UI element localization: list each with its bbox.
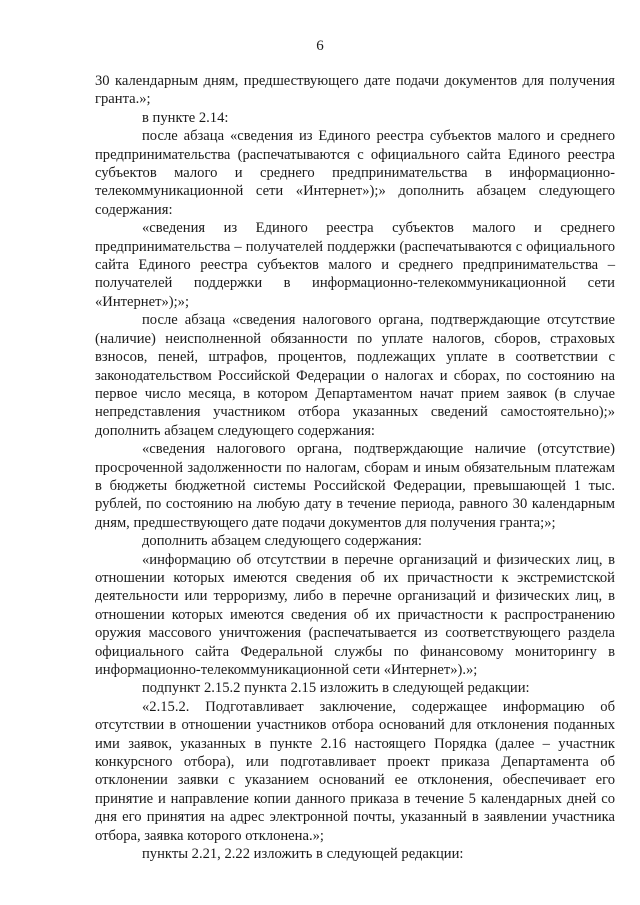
paragraph-2-15-2-text: «2.15.2. Подготавливает заключение, содержащее информацию об отсутствии в отношении участников отбора оснований для отклонения поданных ими заявок, указанных в пункте 2.16 настоящего Порядка (далее – участник конкурсного отбора), или подготавливает проект приказа Департамента об отклонении заявки с указанием оснований ее отклонения, обеспечивает его принятие и направление копии данного приказа в течение 5 календарных дней со дня его принятия на адрес электронной почты, указанный в заявлении участника отбора, заявка которого отклонена.»;	[95, 698, 615, 844]
paragraph-items-2-21-2-22: пункты 2.21, 2.22 изложить в следующей редакции:	[142, 846, 464, 863]
paragraph-continuation: 30 календарным дням, предшествующего дате подачи документов для получения гранта.»;	[95, 73, 615, 108]
paragraph-add-clause: дополнить абзацем следующего содержания:	[142, 533, 422, 550]
paragraph-tax-debt: «сведения налогового органа, подтверждающие наличие (отсутствие) просроченной задолженности по налогам, сборам и иным обязательным платежам в бюджеты бюджетной системы Российской Федерации, превышающей 1 тыс. рублей, по состоянию на любую дату в течение периода, равного 30 календарным дням, предшествующего дате подачи документов для получения гранта;»;	[95, 441, 615, 531]
paragraph-registry-support: «сведения из Единого реестра субъектов малого и среднего предпринимательства – получателей поддержки (распечатываются с официального сайта Единого реестра субъектов малого и среднего предпринимательства – получателей поддержки в информационно-телекоммуникационной сети «Интернет»);»;	[95, 220, 615, 310]
paragraph-after-tax-info: после абзаца «сведения налогового органа, подтверждающие отсутствие (наличие) неисполненной обязанности по уплате налогов, сборов, страховых взносов, пеней, штрафов, процентов, подлежащих уплате в соответствии с законодательством Российской Федерации о налогах и сборах, по состоянию на первое число месяца, в котором Департаментом начат прием заявок (в случае непредставления участником отбора указанных сведений самостоятельно);» дополнить абзацем следующего содержания:	[95, 312, 615, 439]
paragraph-after-registry: после абзаца «сведения из Единого реестра субъектов малого и среднего предпринимательства (распечатываются с официального сайта Единого реестра субъектов малого и среднего предпринимательства в информационно-телекоммуникационной сети «Интернет»);» дополнить абзацем следующего содержания:	[95, 128, 615, 218]
page-number: 6	[316, 38, 324, 54]
paragraph-subitem-2-15-2: подпункт 2.15.2 пункта 2.15 изложить в следующей редакции:	[142, 680, 530, 697]
document-body	[95, 72, 615, 863]
paragraph-item-2-14: в пункте 2.14:	[142, 109, 229, 126]
paragraph-extremism-info: «информацию об отсутствии в перечне организаций и физических лиц, в отношении которых имеются сведения об их причастности к экстремистской деятельности или терроризму, либо в перечне организаций и физических лиц, в отношении которых имеются сведения об их причастности к распространению оружия массового уничтожения (распечатывается из соответствующего раздела официального сайта Федеральной службы по финансовому мониторингу в информационно-телекоммуникационной сети «Интернет»).»;	[95, 551, 615, 678]
